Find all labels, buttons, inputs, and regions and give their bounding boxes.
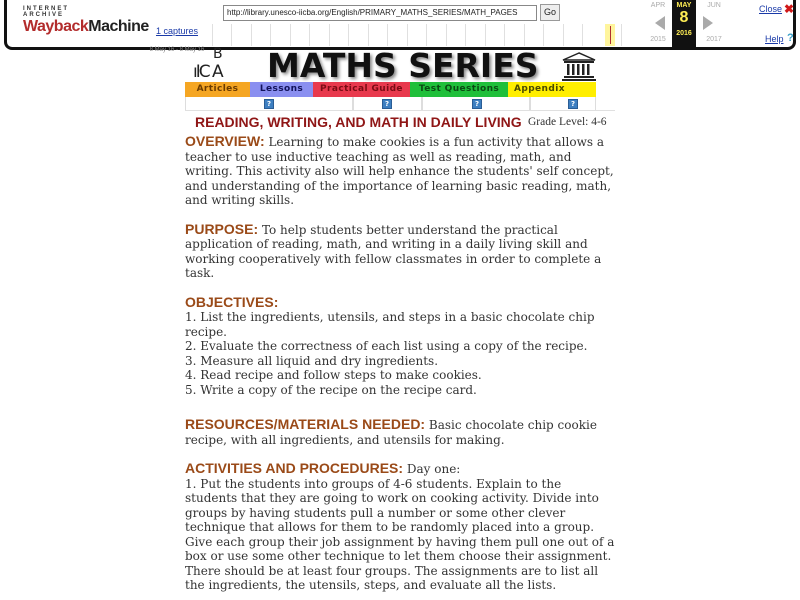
- calendar-nav: [643, 0, 753, 50]
- go-button[interactable]: Go: [540, 4, 560, 21]
- lesson-title-row: [185, 114, 615, 132]
- wayback-machine-wordmark: WaybackMachine: [23, 18, 149, 35]
- overview-section: [185, 134, 615, 208]
- help-icon[interactable]: ?: [264, 99, 274, 109]
- next-capture-arrow-icon[interactable]: [703, 16, 713, 30]
- page-content: [185, 46, 615, 600]
- help-icon[interactable]: ?: [787, 32, 794, 44]
- help-icon[interactable]: ?: [568, 99, 578, 109]
- tab-lessons[interactable]: Lessons: [250, 82, 313, 97]
- capture-sparkline[interactable]: [212, 24, 622, 46]
- resources-text: Basic chocolate chip cookie recipe, with all ingredients, and utensils for making.: [185, 418, 597, 447]
- help-icon[interactable]: ?: [382, 99, 392, 109]
- lesson-title: READING, WRITING, AND MATH IN DAILY LIVING: [195, 114, 522, 130]
- grade-level: Grade Level: 4-6: [528, 116, 607, 128]
- overview-label: OVERVIEW:: [185, 133, 265, 149]
- internet-archive-label: INTERNET ARCHIVE: [23, 6, 69, 18]
- objective-item: 2. Evaluate the correctness of each list using a copy of the recipe.: [185, 339, 588, 353]
- page-header: [185, 46, 615, 85]
- iicba-logo: B ıIC A: [193, 46, 223, 82]
- tab-appendix[interactable]: Appendix: [508, 82, 596, 97]
- close-link[interactable]: Close: [759, 4, 783, 14]
- close-icon[interactable]: ✖: [784, 2, 795, 16]
- prev-month-label[interactable]: APR: [650, 2, 666, 9]
- current-capture-date: MAY 8 2016: [672, 0, 696, 47]
- help-row: [185, 97, 615, 111]
- next-year-label[interactable]: 2017: [706, 36, 722, 43]
- lesson-body: [185, 134, 615, 593]
- overview-text: Learning to make cookies is a fun activity that allows a teacher to use inductive teaching as well as reading, math, and writing. This activity also will help enhance the students' self concept, and understanding of the importance of learning basic reading, math, and writing skills.: [185, 135, 614, 207]
- objective-item: 4. Read recipe and follow steps to make cookies.: [185, 368, 482, 382]
- prev-year-label[interactable]: 2015: [650, 36, 666, 43]
- purpose-section: [185, 222, 615, 281]
- help-icon[interactable]: ?: [472, 99, 482, 109]
- wayback-logo[interactable]: [23, 6, 149, 40]
- url-input[interactable]: http://library.unesco-iicba.org/English/PRIMARY_MATHS_SERIES/MATH_PAGES: [223, 5, 537, 21]
- capture-marker[interactable]: [610, 26, 611, 44]
- help-link[interactable]: Help: [765, 34, 784, 44]
- unesco-logo-icon: [561, 52, 597, 82]
- tab-test-questions[interactable]: Test Questions: [410, 82, 508, 97]
- objective-item: 1. List the ingredients, utensils, and steps in a basic chocolate chip recipe.: [185, 310, 595, 339]
- activities-text: 1. Put the students into groups of 4-6 students. Explain to the students that they are going to work on cooking activity. Divide into groups by having students pull a number or some other clever technique that allows for them to be randomly placed into a group. Give each group their job assignment by having them pull one out of a box or use some other technique to let them choose their assignment. There should be at least four groups. The assignments are to list all the ingredients, the utensils, steps, and evaluate all the lists.: [185, 476, 615, 592]
- page-title: MATHS SERIES: [267, 46, 539, 85]
- objectives-section: [185, 295, 615, 398]
- resources-label: RESOURCES/MATERIALS NEEDED:: [185, 416, 426, 432]
- purpose-label: PURPOSE:: [185, 220, 259, 237]
- tab-articles[interactable]: Articles: [185, 82, 250, 97]
- captures-range: 8 May 16 - 8 May 16: [149, 47, 205, 53]
- next-month-label[interactable]: JUN: [707, 2, 721, 9]
- objective-item: 5. Write a copy of the recipe on the recipe card.: [185, 382, 477, 397]
- activities-section: [185, 461, 615, 593]
- activities-label: ACTIVITIES AND PROCEDURES:: [185, 460, 404, 476]
- wayback-toolbar: [4, 0, 796, 53]
- tab-practical-guide[interactable]: Practical Guide: [313, 82, 410, 97]
- objective-item: 3. Measure all liquid and dry ingredients.: [185, 353, 439, 368]
- objectives-label: OBJECTIVES:: [185, 293, 279, 310]
- prev-capture-arrow-icon[interactable]: [655, 16, 665, 30]
- activities-intro: Day one:: [403, 462, 461, 476]
- purpose-text: To help students better understand the practical application of reading, math, and writing in a daily living skill and working cooperatively with fellow classmates in order to complete a task.: [185, 222, 602, 280]
- resources-section: [185, 417, 615, 447]
- captures-link[interactable]: 1 captures: [155, 26, 199, 36]
